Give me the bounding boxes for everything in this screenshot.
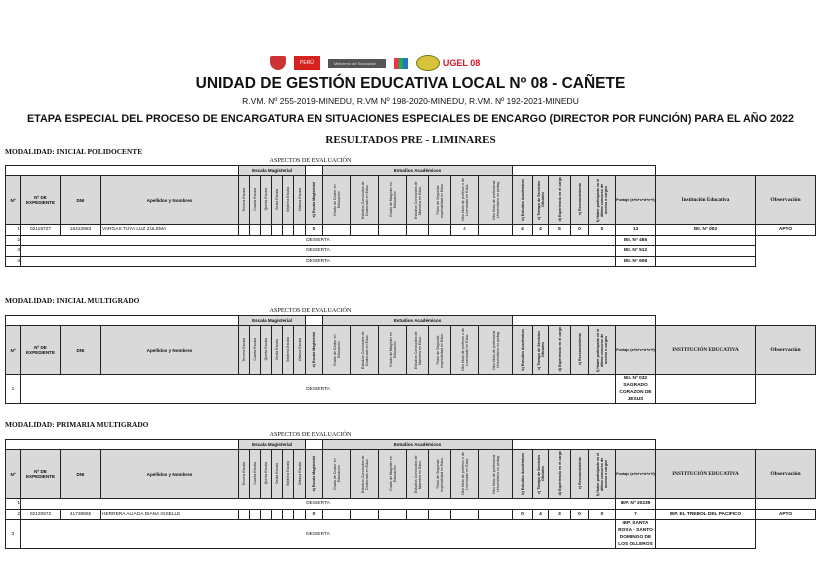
score-a: 0 <box>306 225 323 236</box>
table-row <box>6 256 816 267</box>
col-vertical: Tercera Escala <box>239 326 250 375</box>
col-vertical: Otro título de profesional Universitario no pedag. <box>479 450 513 499</box>
aspects-heading: ASPECTOS DE EVALUACIÓN <box>269 157 352 164</box>
estudios-group-header: Estudios Académicos <box>323 316 513 326</box>
col-nombres: Apellidos y Nombres <box>101 450 239 499</box>
col-vertical: Otro título de profesional Universitario no pedag. <box>479 176 513 225</box>
results-table <box>5 430 816 549</box>
col-vertical: Quinta Escala <box>261 176 272 225</box>
aspects-heading: ASPECTOS DE EVALUACIÓN <box>269 431 352 438</box>
col-dni: DNI <box>61 450 101 499</box>
header-logos <box>270 53 480 73</box>
col-vertical: Estudios Concluidos de Maestría en Educ. <box>407 176 429 225</box>
score-c: 4 <box>533 225 549 236</box>
observacion <box>656 246 756 257</box>
results-title: RESULTADOS PRE - LIMINARES <box>325 134 496 146</box>
col-vertical: a) Escala Magisterial <box>306 176 323 225</box>
expediente: 02120972 <box>21 509 61 520</box>
col-vertical: Sexta Escala <box>272 450 283 499</box>
col-institucion: INSTITUCIÓN EDUCATIVA <box>656 326 756 375</box>
col-vertical: Quinta Escala <box>261 450 272 499</box>
col-nombres: Apellidos y Nombres <box>101 176 239 225</box>
escala-group-header: Escala Magisterial <box>239 316 306 326</box>
col-vertical: e) Reconocimiento <box>571 326 589 375</box>
desierta-label: DESIERTA <box>21 375 616 404</box>
table-row <box>6 246 816 257</box>
col-vertical: Cuarta Escala <box>250 176 261 225</box>
desierta-label: DESIERTA <box>21 246 616 257</box>
col-vertical: Séptima Escala <box>283 176 294 225</box>
col-puntaje: Puntaje (a+b+c+d+e+f) <box>616 176 656 225</box>
col-expediente: Nº DE EXPEDIENTE <box>21 326 61 375</box>
col-vertical: e) Reconocimiento <box>571 450 589 499</box>
row-num: 1 <box>6 225 21 236</box>
row-num: 3 <box>6 520 21 549</box>
col-num: Nº <box>6 176 21 225</box>
col-vertical: e) Reconocimiento <box>571 176 589 225</box>
desierta-label: DESIERTA <box>21 520 616 549</box>
col-nombres: Apellidos y Nombres <box>101 326 239 375</box>
document-title: UNIDAD DE GESTIÓN EDUCATIVA LOCAL Nº 08 - CAÑETE <box>195 75 626 92</box>
institucion: IEI. Nº 032 SAGRADO CORAZON DE JESUS <box>616 375 656 404</box>
row-num: 2 <box>6 235 21 246</box>
row-num: 4 <box>6 256 21 267</box>
col-vertical: Otro título de profesor o de Licenciado en Educ. <box>451 326 479 375</box>
col-vertical: f) Haber participado en el último concurso de acceso a cargos <box>589 450 616 499</box>
col-vertical: Grado de Doctor en Educación <box>323 176 351 225</box>
table-row <box>6 375 816 404</box>
score-b: 4 <box>513 225 533 236</box>
estudios-group-header: Estudios Académicos <box>323 440 513 450</box>
institucion: IEP. Nº 20239 <box>616 499 656 510</box>
col-vertical: Estudios Concluidos de Doctorado en Educ. <box>351 176 379 225</box>
institucion: IEP. EL TREBOL DEL PACIFICO <box>656 509 756 520</box>
institucion: IEP. SANTA ROSA - SANTO DOMINGO DE LOS OLLEROS <box>616 520 656 549</box>
score-f: 0 <box>589 225 616 236</box>
score-c: 4 <box>533 509 549 520</box>
row-num: 1 <box>6 375 21 404</box>
col-vertical: Otro título de profesional Universitario no pedag. <box>479 326 513 375</box>
observacion <box>656 520 756 549</box>
observacion: APTO <box>756 225 816 236</box>
modalidad-label: MODALIDAD: INICIAL MULTIGRADO <box>5 296 140 305</box>
col-observacion: Observación <box>756 326 816 375</box>
col-vertical: a) Escala Magisterial <box>306 326 323 375</box>
col-dni: DNI <box>61 326 101 375</box>
table-row <box>6 509 816 520</box>
col-vertical: Grado de Magíster en Educación <box>379 176 407 225</box>
col-vertical: Cuarta Escala <box>250 450 261 499</box>
col-vertical: b) Estudios Académicos <box>513 326 533 375</box>
nombres: VARGAS TUYA LUZ ZULEMA <box>101 225 239 236</box>
col-vertical: Sexta Escala <box>272 326 283 375</box>
gobierno-lima-logo <box>394 58 408 69</box>
col-vertical: Sexta Escala <box>272 176 283 225</box>
estudios-group-header: Estudios Académicos <box>323 166 513 176</box>
col-vertical: d) Experiencia en el cargo <box>549 176 571 225</box>
modalidad-label: MODALIDAD: PRIMARIA MULTIGRADO <box>5 420 149 429</box>
minedu-logo: Ministerio de Educación <box>328 59 386 68</box>
col-vertical: Estudios Concluidos de Doctorado en Educ. <box>351 326 379 375</box>
score-a: 0 <box>306 509 323 520</box>
table-row <box>6 225 816 236</box>
expediente: 02119727 <box>21 225 61 236</box>
score-e: 0 <box>571 225 589 236</box>
nombres: HERRERA ALIAGA DIANA GISELLE <box>101 509 239 520</box>
observacion <box>656 499 756 510</box>
col-num: Nº <box>6 326 21 375</box>
col-puntaje: Puntaje (a+b+c+d+e+f) <box>616 450 656 499</box>
escala-group-header: Escala Magisterial <box>239 440 306 450</box>
col-institucion: INSTITUCIÓN EDUCATIVA <box>656 450 756 499</box>
score-puntaje: 7 <box>616 509 656 520</box>
score-e: 0 <box>571 509 589 520</box>
col-vertical: Octava Escala <box>294 176 306 225</box>
col-vertical: Grado de Magíster en Educación <box>379 326 407 375</box>
observacion <box>656 235 756 246</box>
observacion: APTO <box>756 509 816 520</box>
stage-title: ETAPA ESPECIAL DEL PROCESO DE ENCARGATURA EN SITUACIONES ESPECIALES DE ENCARGO (DIRECTOR POR FUNCIÓN) PARA EL AÑO 2022 <box>26 113 795 125</box>
desierta-label: DESIERTA <box>21 499 616 510</box>
col-expediente: Nº DE EXPEDIENTE <box>21 176 61 225</box>
score-d: 5 <box>549 225 571 236</box>
institucion: IEI. N° 608 <box>616 256 656 267</box>
dni: 41739865 <box>61 509 101 520</box>
col-institucion: Institución Educativa <box>656 176 756 225</box>
table-row <box>6 499 816 510</box>
table-row <box>6 520 816 549</box>
peru-logo: PERÚ <box>294 56 320 70</box>
col-vertical: Cuarta Escala <box>250 326 261 375</box>
col-vertical: Tercera Escala <box>239 450 250 499</box>
col-vertical: c) Tiempo de Servicios Oficiales <box>533 176 549 225</box>
otro-titulo-score <box>451 509 479 520</box>
score-puntaje: 13 <box>616 225 656 236</box>
col-vertical: Octava Escala <box>294 450 306 499</box>
col-vertical: a) Escala Magisterial <box>306 450 323 499</box>
col-vertical: Grado de Magíster en Educación <box>379 450 407 499</box>
institucion: IEI. N° 512 <box>616 246 656 257</box>
score-d: 3 <box>549 509 571 520</box>
col-vertical: Quinta Escala <box>261 326 272 375</box>
col-vertical: c) Tiempo de Servicios Oficiales <box>533 450 549 499</box>
observacion <box>656 375 756 404</box>
col-vertical: Estudios Concluidos de Doctorado en Educ. <box>351 450 379 499</box>
ugel-logo: UGEL 08 <box>416 55 480 71</box>
col-vertical: Estudios Concluidos de Maestría en Educ. <box>407 326 429 375</box>
col-num: Nº <box>6 450 21 499</box>
otro-titulo-score: 4 <box>451 225 479 236</box>
col-vertical: f) Haber participado en el último concurso de acceso a cargos <box>589 176 616 225</box>
institucion: IEI. N° 465 <box>616 235 656 246</box>
col-vertical: Tercera Escala <box>239 176 250 225</box>
modalidad-label: MODALIDAD: INICIAL POLIDOCENTE <box>5 147 143 156</box>
col-expediente: Nº DE EXPEDIENTE <box>21 450 61 499</box>
col-vertical: Título de Segunda especialidad en Educ. <box>429 176 451 225</box>
dni: 15422963 <box>61 225 101 236</box>
resolutions: R.VM. Nº 255-2019-MINEDU, R.VM Nº 198-2020-MINEDU, R.VM. Nº 192-2021-MINEDU <box>242 96 579 106</box>
col-vertical: Séptima Escala <box>283 326 294 375</box>
col-vertical: d) Experiencia en el cargo <box>549 450 571 499</box>
col-puntaje: Puntaje (a+b+c+d+e+f) <box>616 326 656 375</box>
col-vertical: b) Estudios Académicos <box>513 176 533 225</box>
row-num: 1 <box>6 499 21 510</box>
table-row <box>6 235 816 246</box>
escala-group-header: Escala Magisterial <box>239 166 306 176</box>
desierta-label: DESIERTA <box>21 256 616 267</box>
results-table <box>5 156 816 267</box>
col-vertical: Otro título de profesor o de Licenciado en Educ. <box>451 450 479 499</box>
col-observacion: Observación <box>756 176 816 225</box>
col-vertical: c) Tiempo de Servicios Oficiales <box>533 326 549 375</box>
aspects-heading: ASPECTOS DE EVALUACIÓN <box>269 307 352 314</box>
col-vertical: Séptima Escala <box>283 450 294 499</box>
col-vertical: f) Haber participado en el último concurso de acceso a cargos <box>589 326 616 375</box>
score-f: 0 <box>589 509 616 520</box>
institucion: IEI. N° 002 <box>656 225 756 236</box>
col-vertical: d) Experiencia en el cargo <box>549 326 571 375</box>
col-vertical: Grado de Doctor en Educación <box>323 326 351 375</box>
col-vertical: Grado de Doctor en Educación <box>323 450 351 499</box>
col-observacion: Observación <box>756 450 816 499</box>
col-dni: DNI <box>61 176 101 225</box>
row-num: 2 <box>6 509 21 520</box>
results-table <box>5 306 816 404</box>
col-vertical: Otro título de profesor o de Licenciado en Educ. <box>451 176 479 225</box>
col-vertical: Octava Escala <box>294 326 306 375</box>
peru-shield-logo <box>270 56 286 70</box>
desierta-label: DESIERTA <box>21 235 616 246</box>
score-b: 0 <box>513 509 533 520</box>
row-num: 3 <box>6 246 21 257</box>
col-vertical: Título de Segunda especialidad en Educ. <box>429 326 451 375</box>
observacion <box>656 256 756 267</box>
col-vertical: Título de Segunda especialidad en Educ. <box>429 450 451 499</box>
col-vertical: b) Estudios Académicos <box>513 450 533 499</box>
col-vertical: Estudios Concluidos de Maestría en Educ. <box>407 450 429 499</box>
